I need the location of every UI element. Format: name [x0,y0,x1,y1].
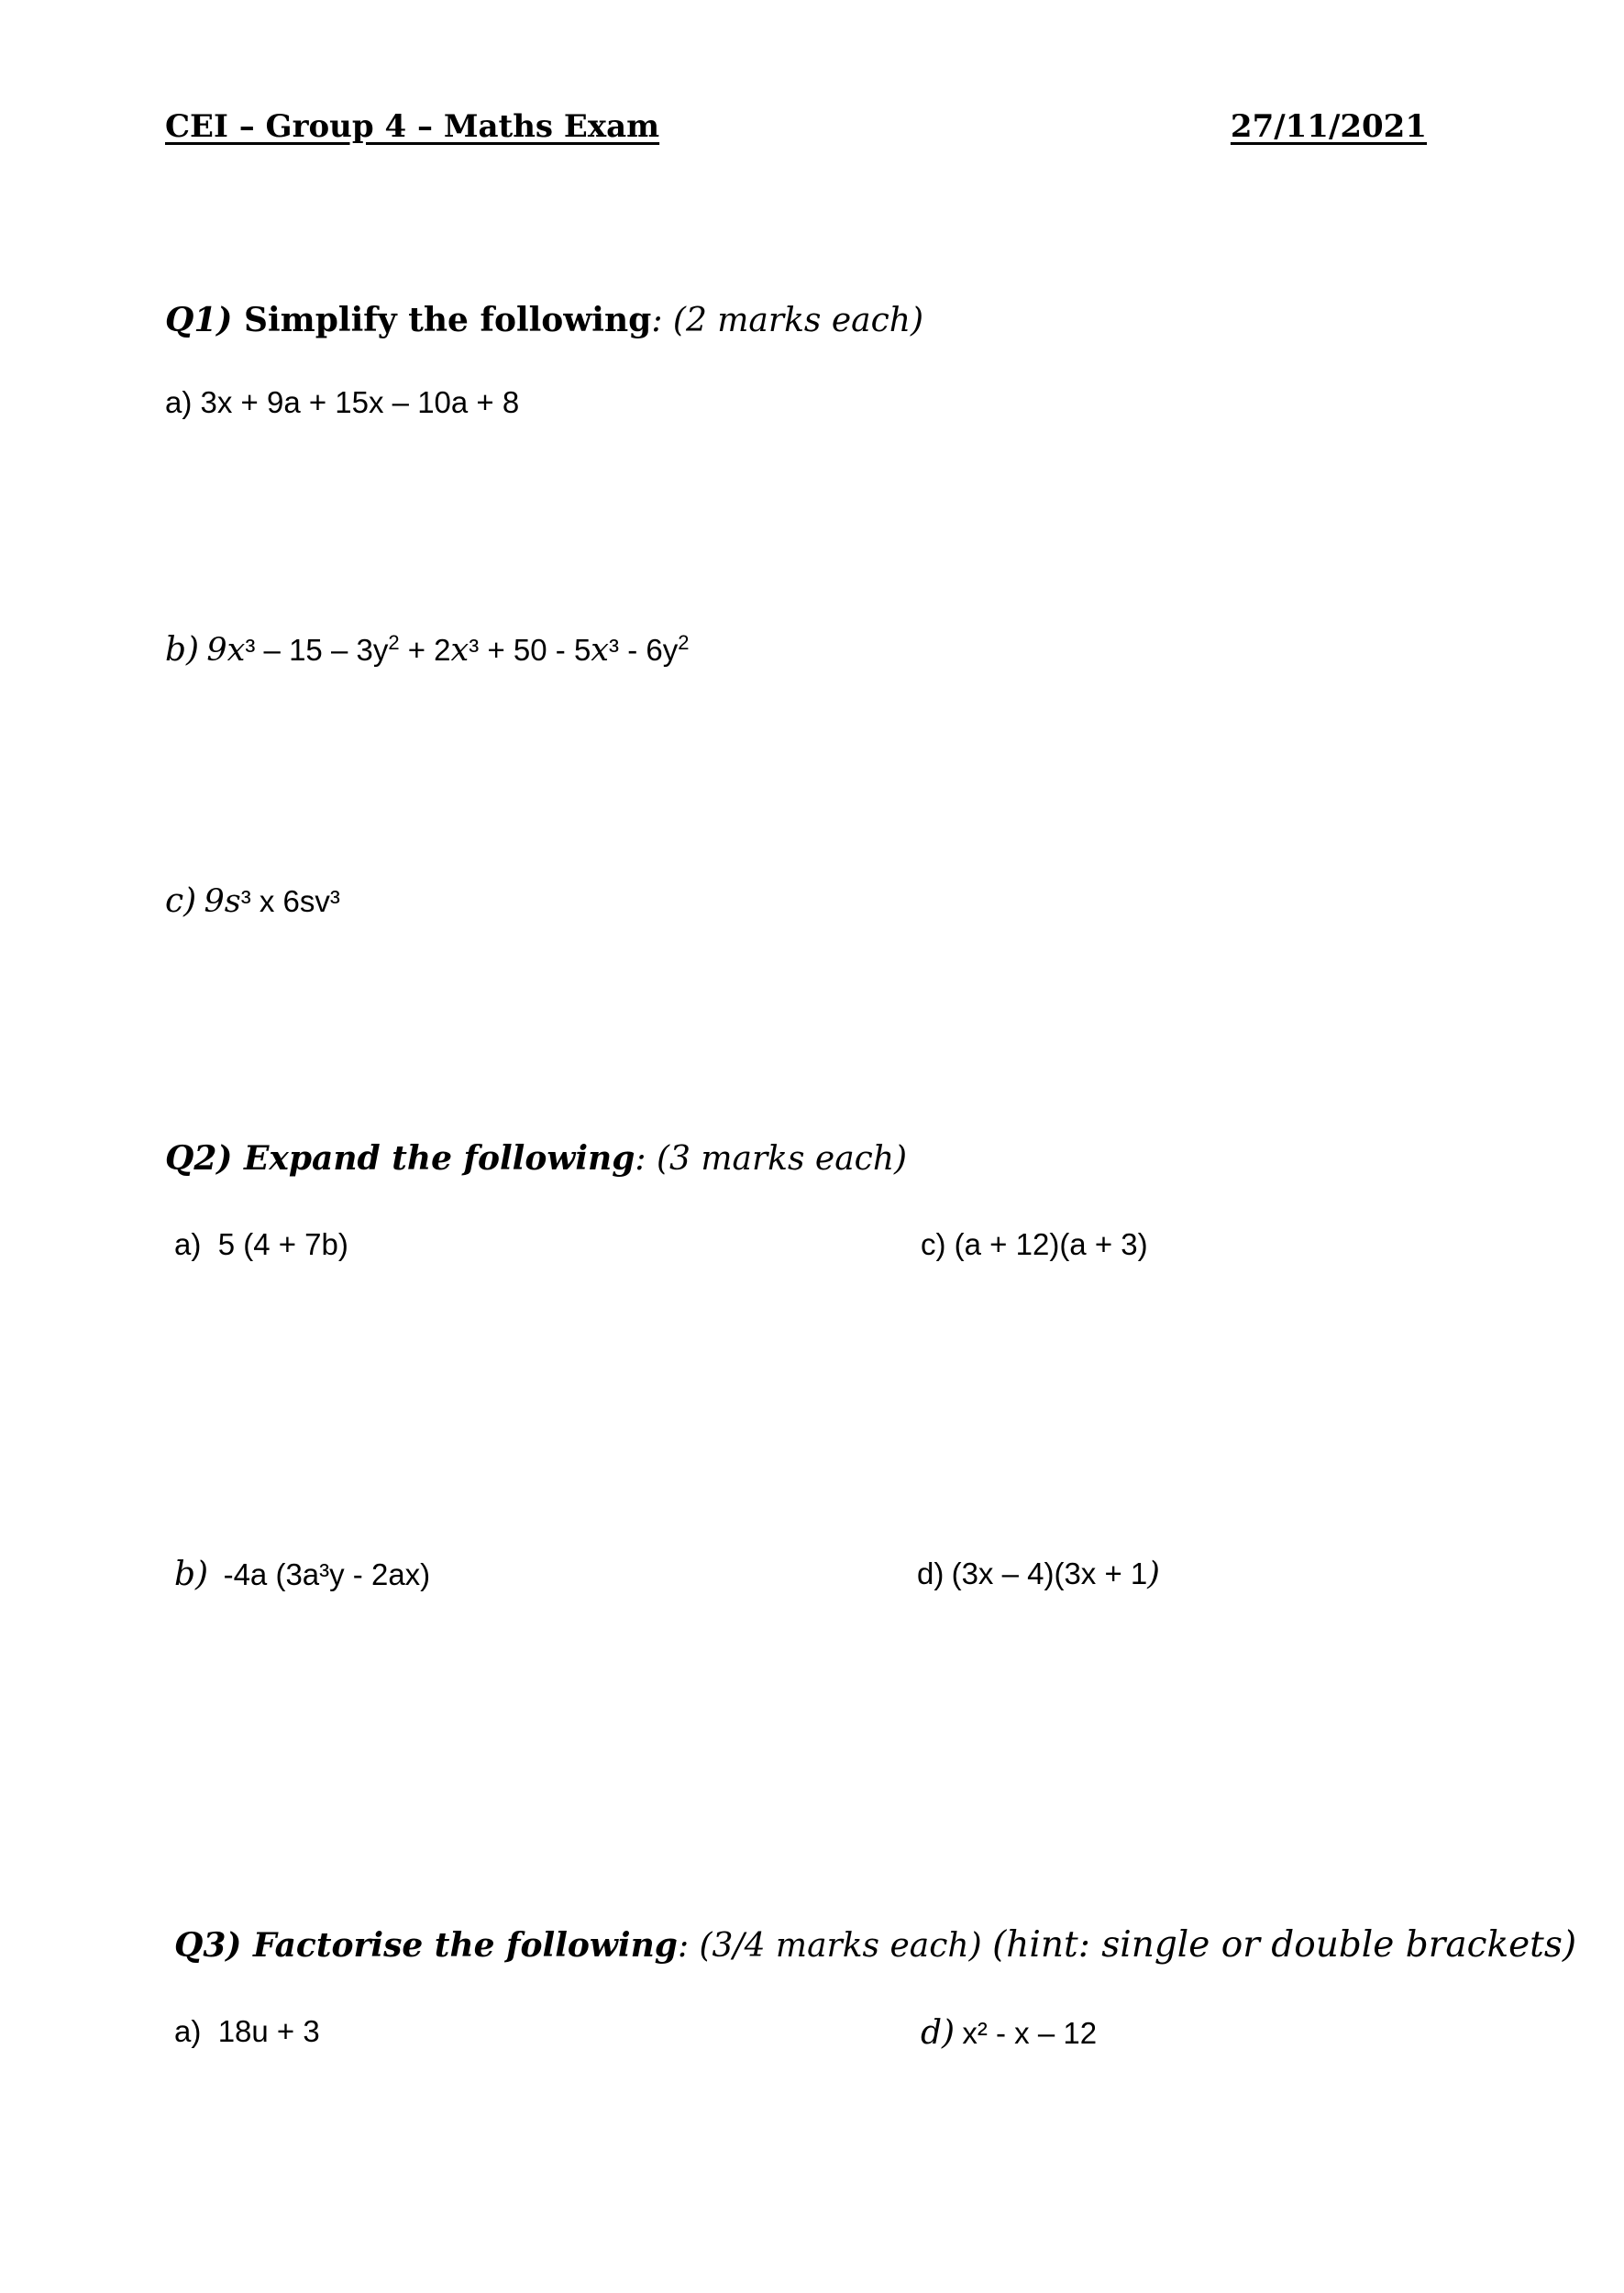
q2-d-expr: (3x – 4)(3x + 1 [951,1556,1148,1590]
q1-b-t11: ³ [609,633,620,667]
q1-a [165,385,519,420]
q3-number: Q3) [174,1926,242,1965]
q3-marks: : (3/4 marks each) [677,1927,993,1965]
q1-b-t2: x [226,632,246,669]
q2-a-expr: 5 (4 + 7b) [217,1227,348,1261]
q1-marks: : (2 marks each) [651,302,923,339]
q2-b-label: b) [174,1556,209,1593]
exam-date: 27/11/2021 [1230,108,1427,145]
q2-a [174,1227,348,1262]
q1-b-t1: 9 [206,632,227,669]
q1-heading [165,301,923,339]
q2-d [917,1556,1160,1592]
q3-a [174,2014,320,2049]
q3-a-expr: 18u + 3 [217,2014,320,2048]
q2-heading [165,1139,907,1178]
q2-c-expr: (a + 12)(a + 3) [954,1227,1148,1261]
q1-b-t6: + 2 [399,633,451,667]
q1-b-t4: – 15 – 3y [255,633,389,667]
q1-c-t2: ³ [240,884,251,918]
q1-c-t1: 9s [204,883,241,920]
q3-d-label: d) [921,2014,956,2052]
q3-d-expr: x² - x – 12 [962,2016,1098,2050]
q2-marks: : (3 marks each) [635,1140,908,1178]
q1-b-t9: + 50 - 5 [479,633,591,667]
q2-d-close: ) [1147,1556,1160,1592]
q2-title: Expand the following [232,1139,635,1178]
q1-b-t5: 2 [388,631,400,654]
page-header [165,108,1427,154]
q3-a-label: a) [174,2014,202,2048]
q1-c-label: c) [165,882,197,920]
q1-b-t8: ³ [469,633,480,667]
q1-b-t13: 2 [678,631,690,654]
q2-number: Q2) [165,1139,233,1178]
q1-b-label: b) [165,631,200,669]
q3-hint: (hint: single or double brackets) [992,1924,1577,1966]
q1-b-t12: - 6y [619,633,679,667]
q1-b-t10: x [591,632,610,669]
q1-b-t3: ³ [245,633,256,667]
q3-title: Factorise the following [241,1926,678,1965]
q1-b [165,631,689,669]
exam-title: CEI – Group 4 – Maths Exam [165,108,660,145]
q2-c [921,1227,1148,1262]
q1-title: Simplify the following [232,301,652,339]
q1-b-t7: x [450,632,470,669]
q3-d [921,2014,1097,2052]
q1-c-t3: x 6sv³ [250,884,340,918]
q2-c-label: c) [921,1227,946,1261]
q2-d-label: d) [917,1556,945,1590]
q2-b [174,1556,430,1593]
q2-b-expr: -4a (3a³y - 2ax) [223,1557,431,1591]
q1-a-expr: 3x + 9a + 15x – 10a + 8 [200,385,520,419]
q1-c [165,882,340,920]
q1-number: Q1) [165,301,233,339]
q2-a-label: a) [174,1227,202,1261]
q3-heading [174,1924,1576,1966]
q1-a-label: a) [165,385,193,419]
